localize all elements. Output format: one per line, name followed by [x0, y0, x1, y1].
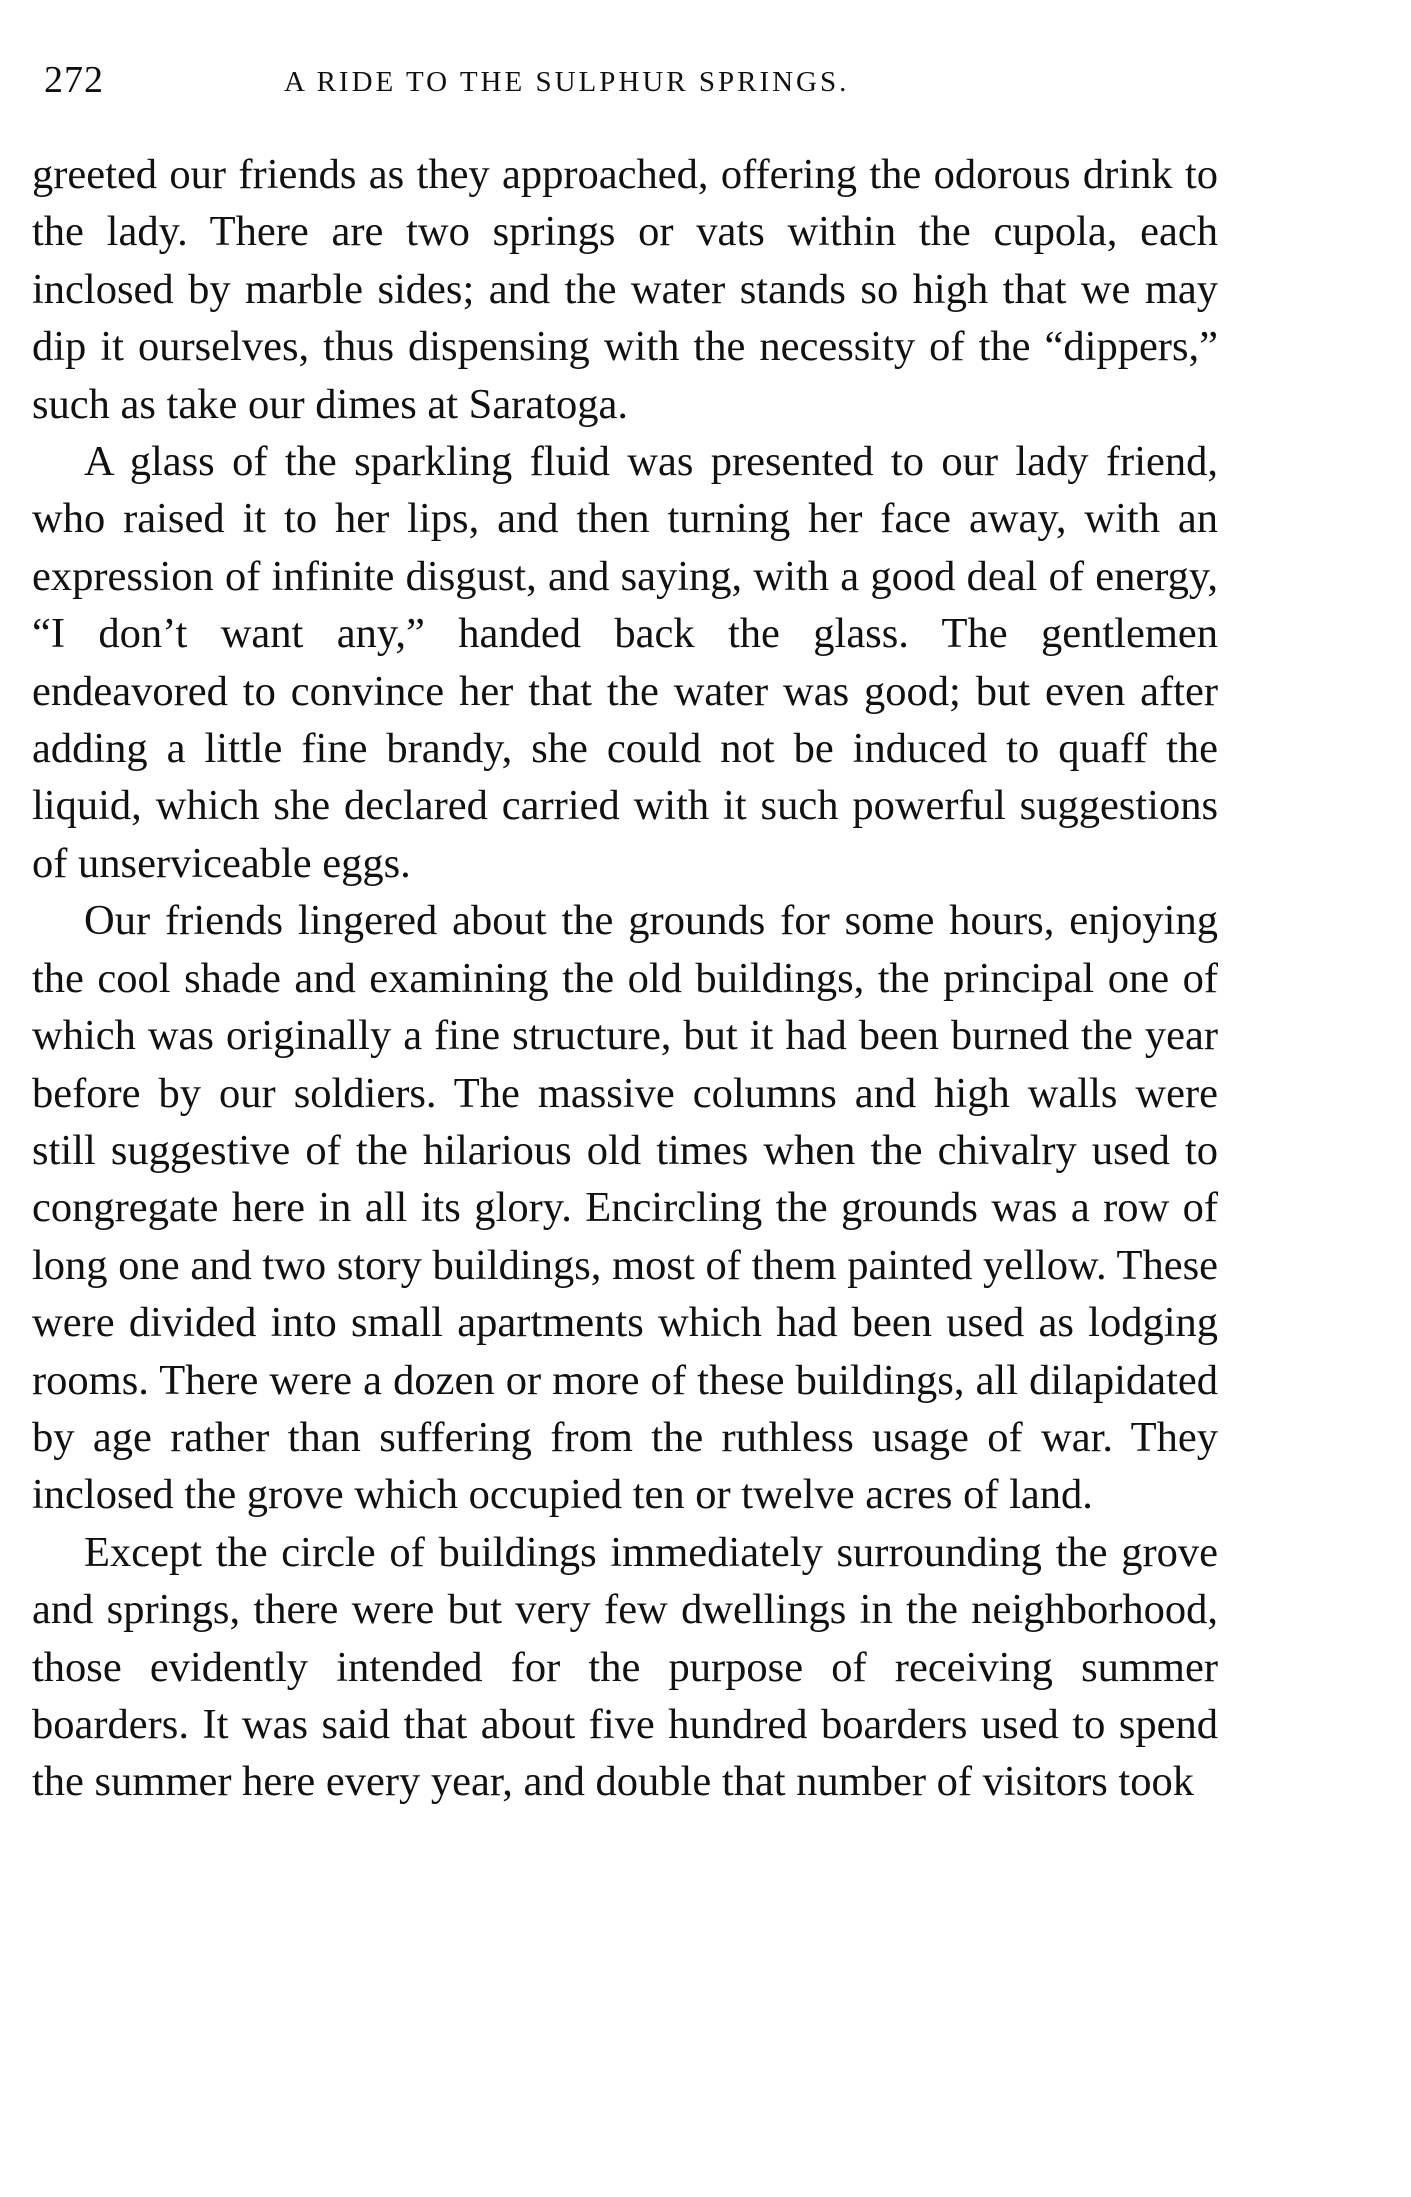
- page-number: 272: [44, 59, 104, 101]
- paragraph-1: greeted our friends as they approached, offering the odorous drink to the lady. There are two springs or vats within the cupola, each inclosed by marble sides; and the water stands so high that we may dip it ourselves, thus dispensing with the necessity of the “dippers,” such as take our dimes at Saratoga.: [32, 151, 1218, 428]
- running-head: [44, 58, 1219, 118]
- running-title: A RIDE TO THE SULPHUR SPRINGS.: [284, 66, 850, 98]
- paragraph-2: A glass of the sparkling fluid was presented to our lady friend, who raised it to her lips, and then turning her face away, with an expression of infinite disgust, and saying, with a good deal of energy, “I don’t want any,” handed back the glass. The gentlemen endeavored to convince her that the water was good; but even after adding a little fine brandy, she could not be induced to quaff the liquid, which she declared carried with it such powerful suggestions of unserviceable eggs.: [32, 438, 1218, 887]
- paragraph-4: Except the circle of buildings immediately surrounding the grove and springs, there were but very few dwellings in the neighborhood, those evidently intended for the purpose of receiving summer boarders. It was said that about five hundred boarders used to spend the summer here every year, and double that number of visitors took: [32, 1528, 1218, 1806]
- body-text: [32, 146, 1218, 1811]
- paragraph-3: Our friends lingered about the grounds for some hours, enjoying the cool shade and examining the old buildings, the principal one of which was originally a fine structure, but it had been burned the year before by our soldiers. The massive columns and high walls were still suggestive of the hilarious old times when the chivalry used to congregate here in all its glory. Encircling the grounds was a row of long one and two story buildings, most of them painted yellow. These were divided into small apartments which had been used as lodging rooms. There were a dozen or more of these buildings, all dilapidated by age rather than suffering from the ruthless usage of war. They inclosed the grove which occupied ten or twelve acres of land.: [32, 897, 1218, 1519]
